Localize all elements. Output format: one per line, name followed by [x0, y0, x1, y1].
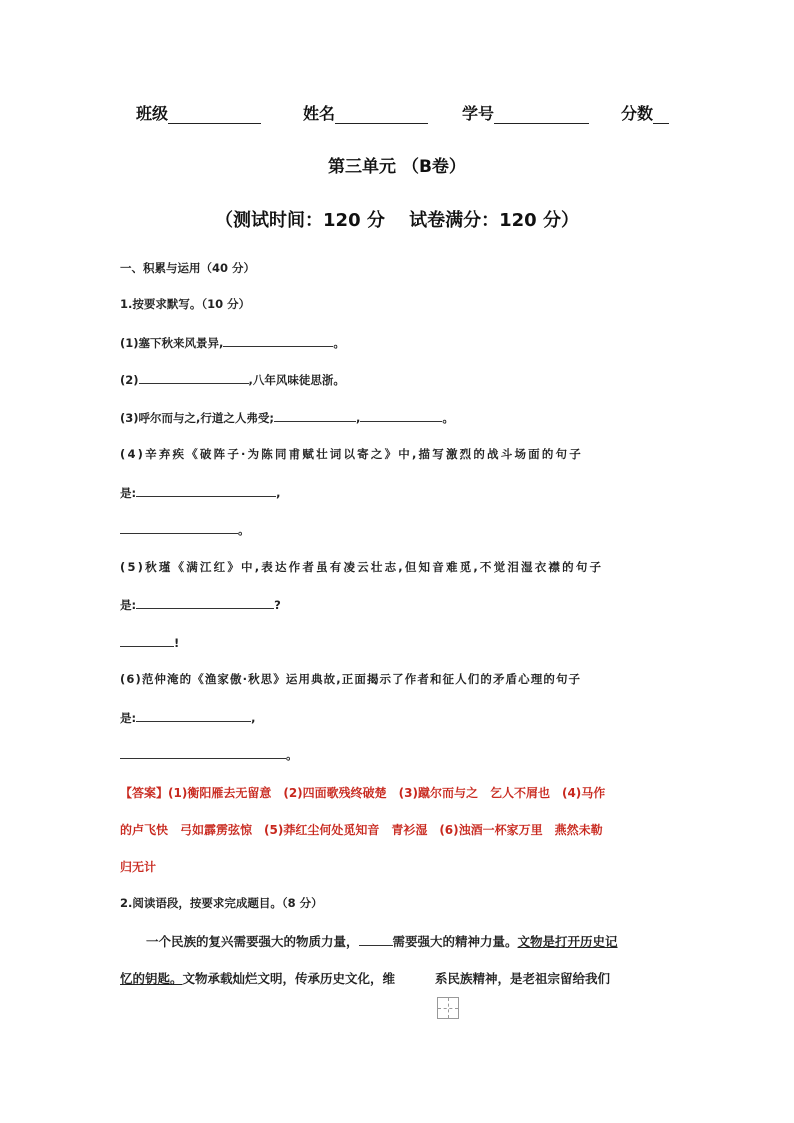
id-label: 学号 [462, 104, 495, 123]
section-heading: 一、积累与运用（40 分） [120, 261, 256, 275]
q1-1-blank[interactable] [223, 334, 333, 347]
student-info-row [0, 101, 794, 129]
answer-text-1: (1)衡阳雁去无留意 (2)四面歌残终破楚 (3)蹴尔而与之 乞人不屑也 (4)马作 [168, 786, 606, 800]
q1-3-blank-b[interactable] [360, 409, 442, 422]
score-field[interactable] [621, 101, 669, 124]
q1-4-end: 。 [238, 523, 250, 537]
q1-item-5-line-b [120, 634, 179, 650]
q1-2-end: ,八年风味徒思浙。 [248, 373, 345, 387]
q2-heading: 2.阅读语段，按要求完成题目。（8 分） [120, 896, 323, 910]
id-field[interactable] [462, 101, 589, 124]
name-field[interactable] [303, 101, 428, 124]
q2-text-c: 文物承载灿烂文明，传承历史文化，维 [182, 971, 396, 986]
q1-5-blank-b[interactable] [120, 634, 174, 647]
q1-5-mid: ? [274, 598, 281, 612]
q1-1-end: 。 [333, 336, 345, 350]
q1-item-6-line-a [120, 709, 255, 726]
grid-v-line [448, 998, 449, 1018]
q2-paragraph-line-1 [146, 932, 618, 950]
q2-paragraph-line-2 [120, 969, 610, 987]
q1-item-4-prompt: (4)辛弃疾《破阵子·为陈同甫赋壮词以寄之》中,描写激烈的战斗场面的句子 [120, 447, 583, 461]
unit-title: 第三单元 （B卷） [328, 157, 466, 177]
q2-text-a: 一个民族的复兴需要强大的物质力量， [146, 934, 359, 949]
q1-3-mid: , [355, 411, 361, 425]
q1-3-blank-a[interactable] [274, 409, 356, 422]
q1-5-blank-a[interactable] [136, 596, 274, 609]
q1-6-pre: 是: [120, 711, 137, 725]
q1-answer-line-3: 归无计 [120, 860, 157, 874]
q1-4-blank-b[interactable] [120, 521, 238, 534]
q1-item-6-line-b [120, 746, 298, 763]
q2-underlined-sentence-a: 文物是打开历史记 [517, 934, 618, 949]
q1-4-mid: , [276, 486, 281, 500]
class-label: 班级 [136, 104, 169, 123]
q1-4-blank-a[interactable] [136, 484, 276, 497]
q1-answer-line-1 [120, 784, 605, 801]
q1-item-1 [120, 334, 345, 351]
q1-3-end: 。 [442, 411, 454, 425]
q1-5-end: ! [174, 636, 180, 650]
id-blank[interactable] [494, 105, 589, 124]
q2-underlined-sentence-b: 忆的钥匙。 [120, 971, 183, 986]
pinyin-grid-box-icon[interactable] [437, 997, 459, 1019]
q1-1-text: (1)塞下秋来风景异, [120, 336, 224, 350]
q1-answer-line-2: 的卢飞快 弓如霹雳弦惊 (5)莽红尘何处觅知音 青衫湿 (6)浊酒一杯家万里 燕然未勒 [120, 823, 603, 837]
q1-item-5-prompt: (5)秋瑾《满江红》中,表达作者虽有凌云壮志,但知音难觅,不觉泪湿衣襟的句子 [120, 560, 604, 574]
name-label: 姓名 [303, 104, 336, 123]
class-blank[interactable] [168, 105, 261, 124]
q1-4-pre: 是: [120, 486, 137, 500]
score-blank[interactable] [653, 105, 669, 124]
answer-tag: 【答案】 [120, 786, 169, 800]
name-blank[interactable] [335, 105, 428, 124]
q1-6-blank-a[interactable] [136, 709, 251, 722]
q2-blank[interactable] [359, 933, 393, 946]
q1-item-4-line-b [120, 521, 250, 538]
q1-2-blank[interactable] [139, 371, 249, 384]
q1-item-3 [120, 409, 454, 426]
q1-6-blank-b[interactable] [120, 746, 286, 759]
q1-6-end: 。 [286, 748, 298, 762]
q2-text-b: 需要强大的精神力量。 [392, 934, 518, 949]
q1-heading: 1.按要求默写。（10 分） [120, 297, 251, 311]
q2-text-d: 系民族精神，是老祖宗留给我们 [435, 971, 611, 986]
q1-item-2 [120, 371, 345, 388]
q1-6-mid: , [251, 711, 256, 725]
score-label: 分数 [621, 104, 654, 123]
q1-item-6-prompt: (6)范仲淹的《渔家傲·秋思》运用典故,正面揭示了作者和征人们的矛盾心理的句子 [120, 672, 582, 686]
q1-3-text: (3)呼尔而与之,行道之人弗受; [120, 411, 274, 425]
q1-item-4-line-a [120, 484, 280, 501]
q1-2-text: (2) [120, 373, 139, 387]
q1-item-5-line-a [120, 596, 281, 613]
q1-5-pre: 是: [120, 598, 137, 612]
class-field[interactable] [136, 101, 261, 124]
test-info-title: （测试时间：120 分 试卷满分：120 分） [215, 210, 579, 231]
